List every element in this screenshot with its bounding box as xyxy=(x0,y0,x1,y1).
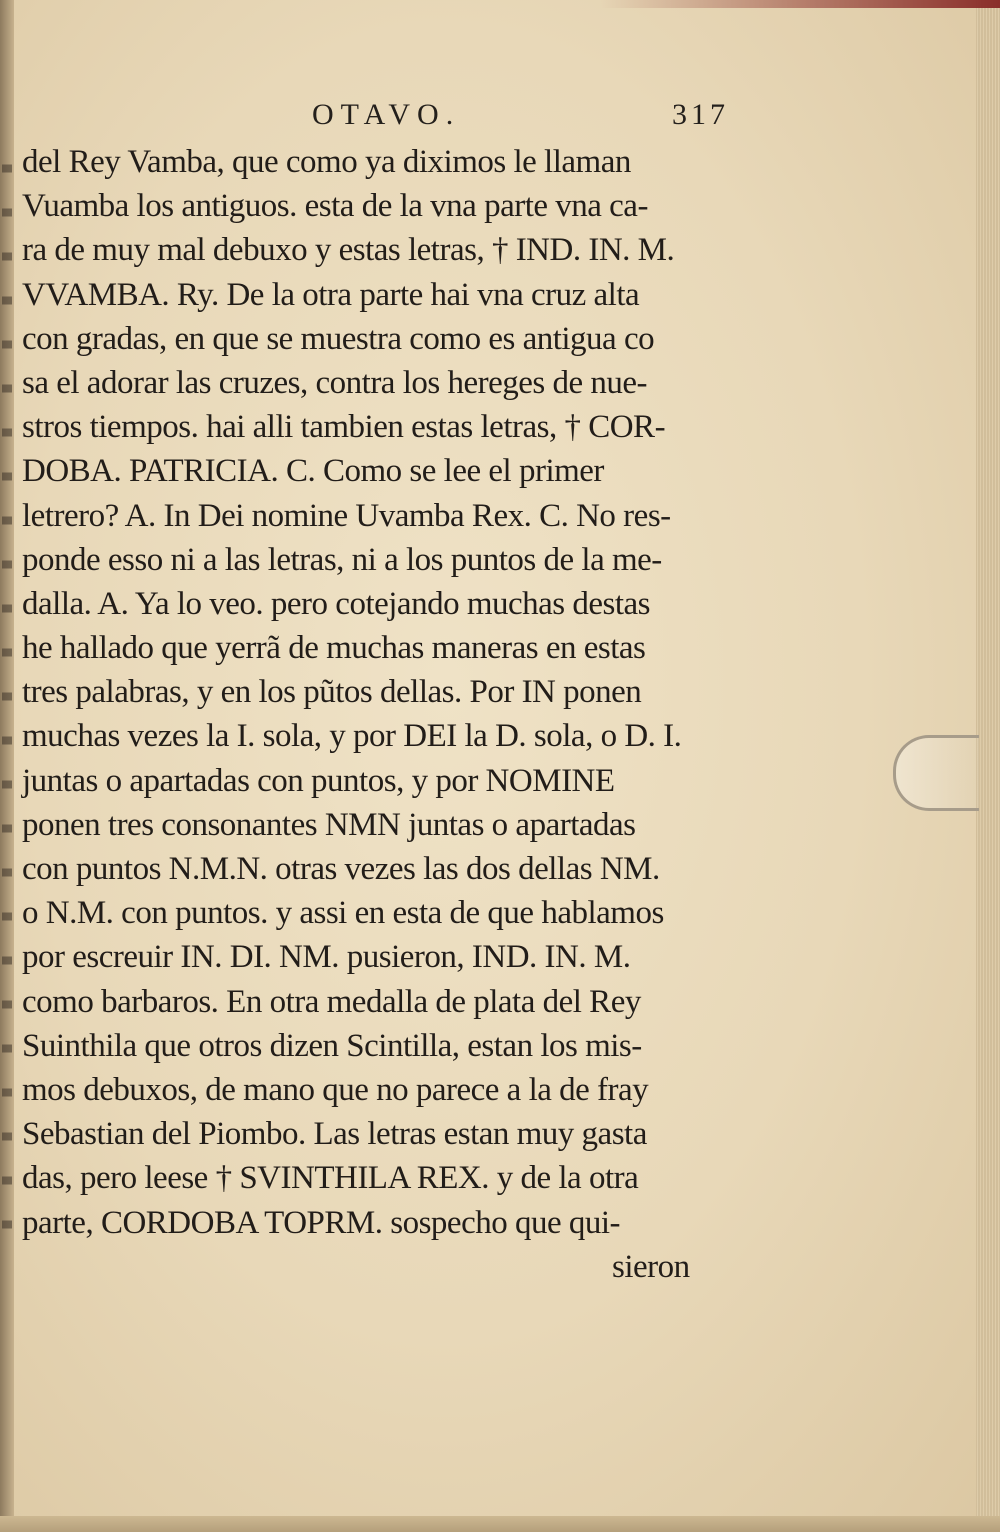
text-line: sa el adorar las cruzes, contra los hereges de nue- xyxy=(22,364,648,401)
page-number: 317 xyxy=(672,98,729,131)
text-line: con puntos N.M.N. otras vezes las dos dellas NM. xyxy=(22,851,660,887)
text-line: he hallado que yerrã de muchas maneras en estas xyxy=(22,630,646,667)
text-line: Suinthila que otros dizen Scintilla, estan los mis- xyxy=(22,1027,642,1064)
page-header xyxy=(0,98,1000,142)
text-line: Vuamba los antiguos. esta de la vna parte vna ca- xyxy=(22,188,648,225)
text-line: por escreuir IN. DI. NM. pusieron, IND. IN. M. xyxy=(22,939,631,976)
text-line: como barbaros. En otra medalla de plata del Rey xyxy=(22,983,641,1020)
running-head: OTAVO. xyxy=(312,98,461,131)
text-line: stros tiempos. hai alli tambien estas letras, † COR- xyxy=(22,409,666,446)
catchword: sieron xyxy=(612,1248,690,1285)
text-line: juntas o apartadas con puntos, y por NOMINE xyxy=(22,762,615,799)
text-line: con gradas, en que se muestra como es antigua co xyxy=(22,320,655,357)
facing-page-show-through xyxy=(2,150,12,1250)
text-line: dalla. A. Ya lo veo. pero cotejando muchas destas xyxy=(22,585,651,622)
text-line: Sebastian del Piombo. Las letras estan muy gasta xyxy=(22,1116,647,1153)
cover-edge xyxy=(600,0,1000,8)
text-line: das, pero leese † SVINTHILA REX. y de la otra xyxy=(22,1160,639,1197)
text-line: ponen tres consonantes NMN juntas o apartadas xyxy=(22,806,636,843)
bottom-edge xyxy=(0,1516,1000,1532)
text-line: del Rey Vamba, que como ya diximos le llaman xyxy=(22,144,631,180)
text-line: letrero? A. In Dei nomine Uvamba Rex. C. No res- xyxy=(22,497,671,534)
text-line: DOBA. PATRICIA. C. Como se lee el primer xyxy=(22,453,604,490)
text-line: mos debuxos, de mano que no parece a la de fray xyxy=(22,1071,649,1108)
body-text xyxy=(22,140,742,1289)
text-line: VVAMBA. Ry. De la otra parte hai vna cruz alta xyxy=(22,276,640,313)
text-line: ra de muy mal debuxo y estas letras, † IND. IN. M. xyxy=(22,232,675,269)
text-line: muchas vezes la I. sola, y por DEI la D. sola, o D. I. xyxy=(22,718,682,755)
text-line: o N.M. con puntos. y assi en esta de que hablamos xyxy=(22,895,664,932)
page-clip-icon xyxy=(893,735,979,811)
fore-edge xyxy=(976,0,1000,1532)
text-line: ponde esso ni a las letras, ni a los puntos de la me- xyxy=(22,541,662,578)
text-line: tres palabras, y en los pũtos dellas. Por IN ponen xyxy=(22,674,642,711)
text-line: parte, CORDOBA TOPRM. sospecho que qui- xyxy=(22,1204,621,1241)
